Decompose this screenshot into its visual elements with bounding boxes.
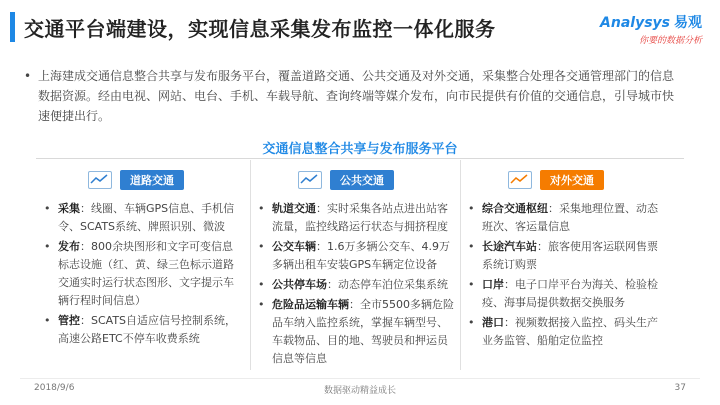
footer-date: 2018/9/6	[34, 383, 75, 393]
list-item: • 危险品运输车辆：全市5500多辆危险品车纳入监控系统，掌握车辆型号、车载物品、目的地、驾驶员和押运员信息等信息	[258, 298, 454, 365]
intro-text: 上海建成交通信息整合共享与发布服务平台，覆盖道路交通、公共交通及对外交通，采集整合处理各交通管理部门的信息数据资源。经由电视、网站、电台、手机、车载导航、查询终端等媒介发布，向市民提供有价值的交通信息，引导城市快速便捷出行。	[38, 69, 675, 123]
column-public	[258, 200, 454, 370]
column-head-road	[88, 166, 184, 194]
list-item: • 口岸：电子口岸平台为海关、检验检疫、海事局提供数据交换服务	[468, 278, 658, 309]
list-item: • 公共停车场：动态停车泊位采集系统	[258, 278, 448, 291]
chart-trend-icon	[508, 171, 532, 189]
column-road	[44, 200, 240, 350]
analysys-logo	[600, 12, 702, 46]
tag-road-traffic: 道路交通	[120, 170, 184, 190]
logo-slogan: 你要的数据分析	[638, 36, 702, 46]
divider	[36, 158, 684, 159]
footer-divider	[20, 378, 700, 379]
title-accent-bar	[10, 12, 15, 42]
list-item: • 公交车辆：1.6万多辆公交车、4.9万多辆出租车安装GPS车辆定位设备	[258, 240, 450, 271]
bullet: •	[24, 69, 32, 83]
column-divider	[250, 160, 251, 370]
list-item: • 发布：800余块图形和文字可变信息标志设施（红、黄、绿三色标示道路交通实时运行状态图形、文字提示车辆行程时间信息）	[44, 240, 234, 307]
column-head-external	[508, 166, 604, 194]
platform-title: 交通信息整合共享与发布服务平台	[262, 142, 458, 157]
page-title: 交通平台端建设，实现信息采集发布监控一体化服务	[24, 17, 496, 41]
footer-slogan: 数据驱动精益成长	[323, 386, 396, 396]
tag-external-traffic: 对外交通	[540, 170, 604, 190]
logo-main	[600, 12, 702, 32]
intro-paragraph	[24, 66, 678, 126]
column-external	[468, 200, 668, 352]
list-item: • 长途汽车站：旅客使用客运联网售票系统订购票	[468, 240, 658, 271]
tag-public-traffic: 公共交通	[330, 170, 394, 190]
column-divider	[460, 160, 461, 370]
column-head-public	[298, 166, 394, 194]
chart-trend-icon	[298, 171, 322, 189]
logo-text-zh: 易观	[674, 15, 702, 31]
list-item: • 采集：线圈、车辆GPS信息、手机信令、SCATS系统、牌照识别、微波	[44, 202, 235, 233]
list-item: • 管控：SCATS自适应信号控制系统，高速公路ETC不停车收费系统	[44, 314, 237, 345]
page-number: 37	[674, 383, 686, 393]
chart-trend-icon	[88, 171, 112, 189]
list-item: • 港口：视频数据接入监控、码头生产业务监管、船舶定位监控	[468, 316, 658, 347]
list-item: • 轨道交通：实时采集各站点进出站客流量，监控线路运行状态与拥挤程度	[258, 202, 448, 233]
list-item: • 综合交通枢纽：采集地理位置、动态班次、客运量信息	[468, 202, 658, 233]
logo-text-en: Analysys	[600, 15, 670, 31]
